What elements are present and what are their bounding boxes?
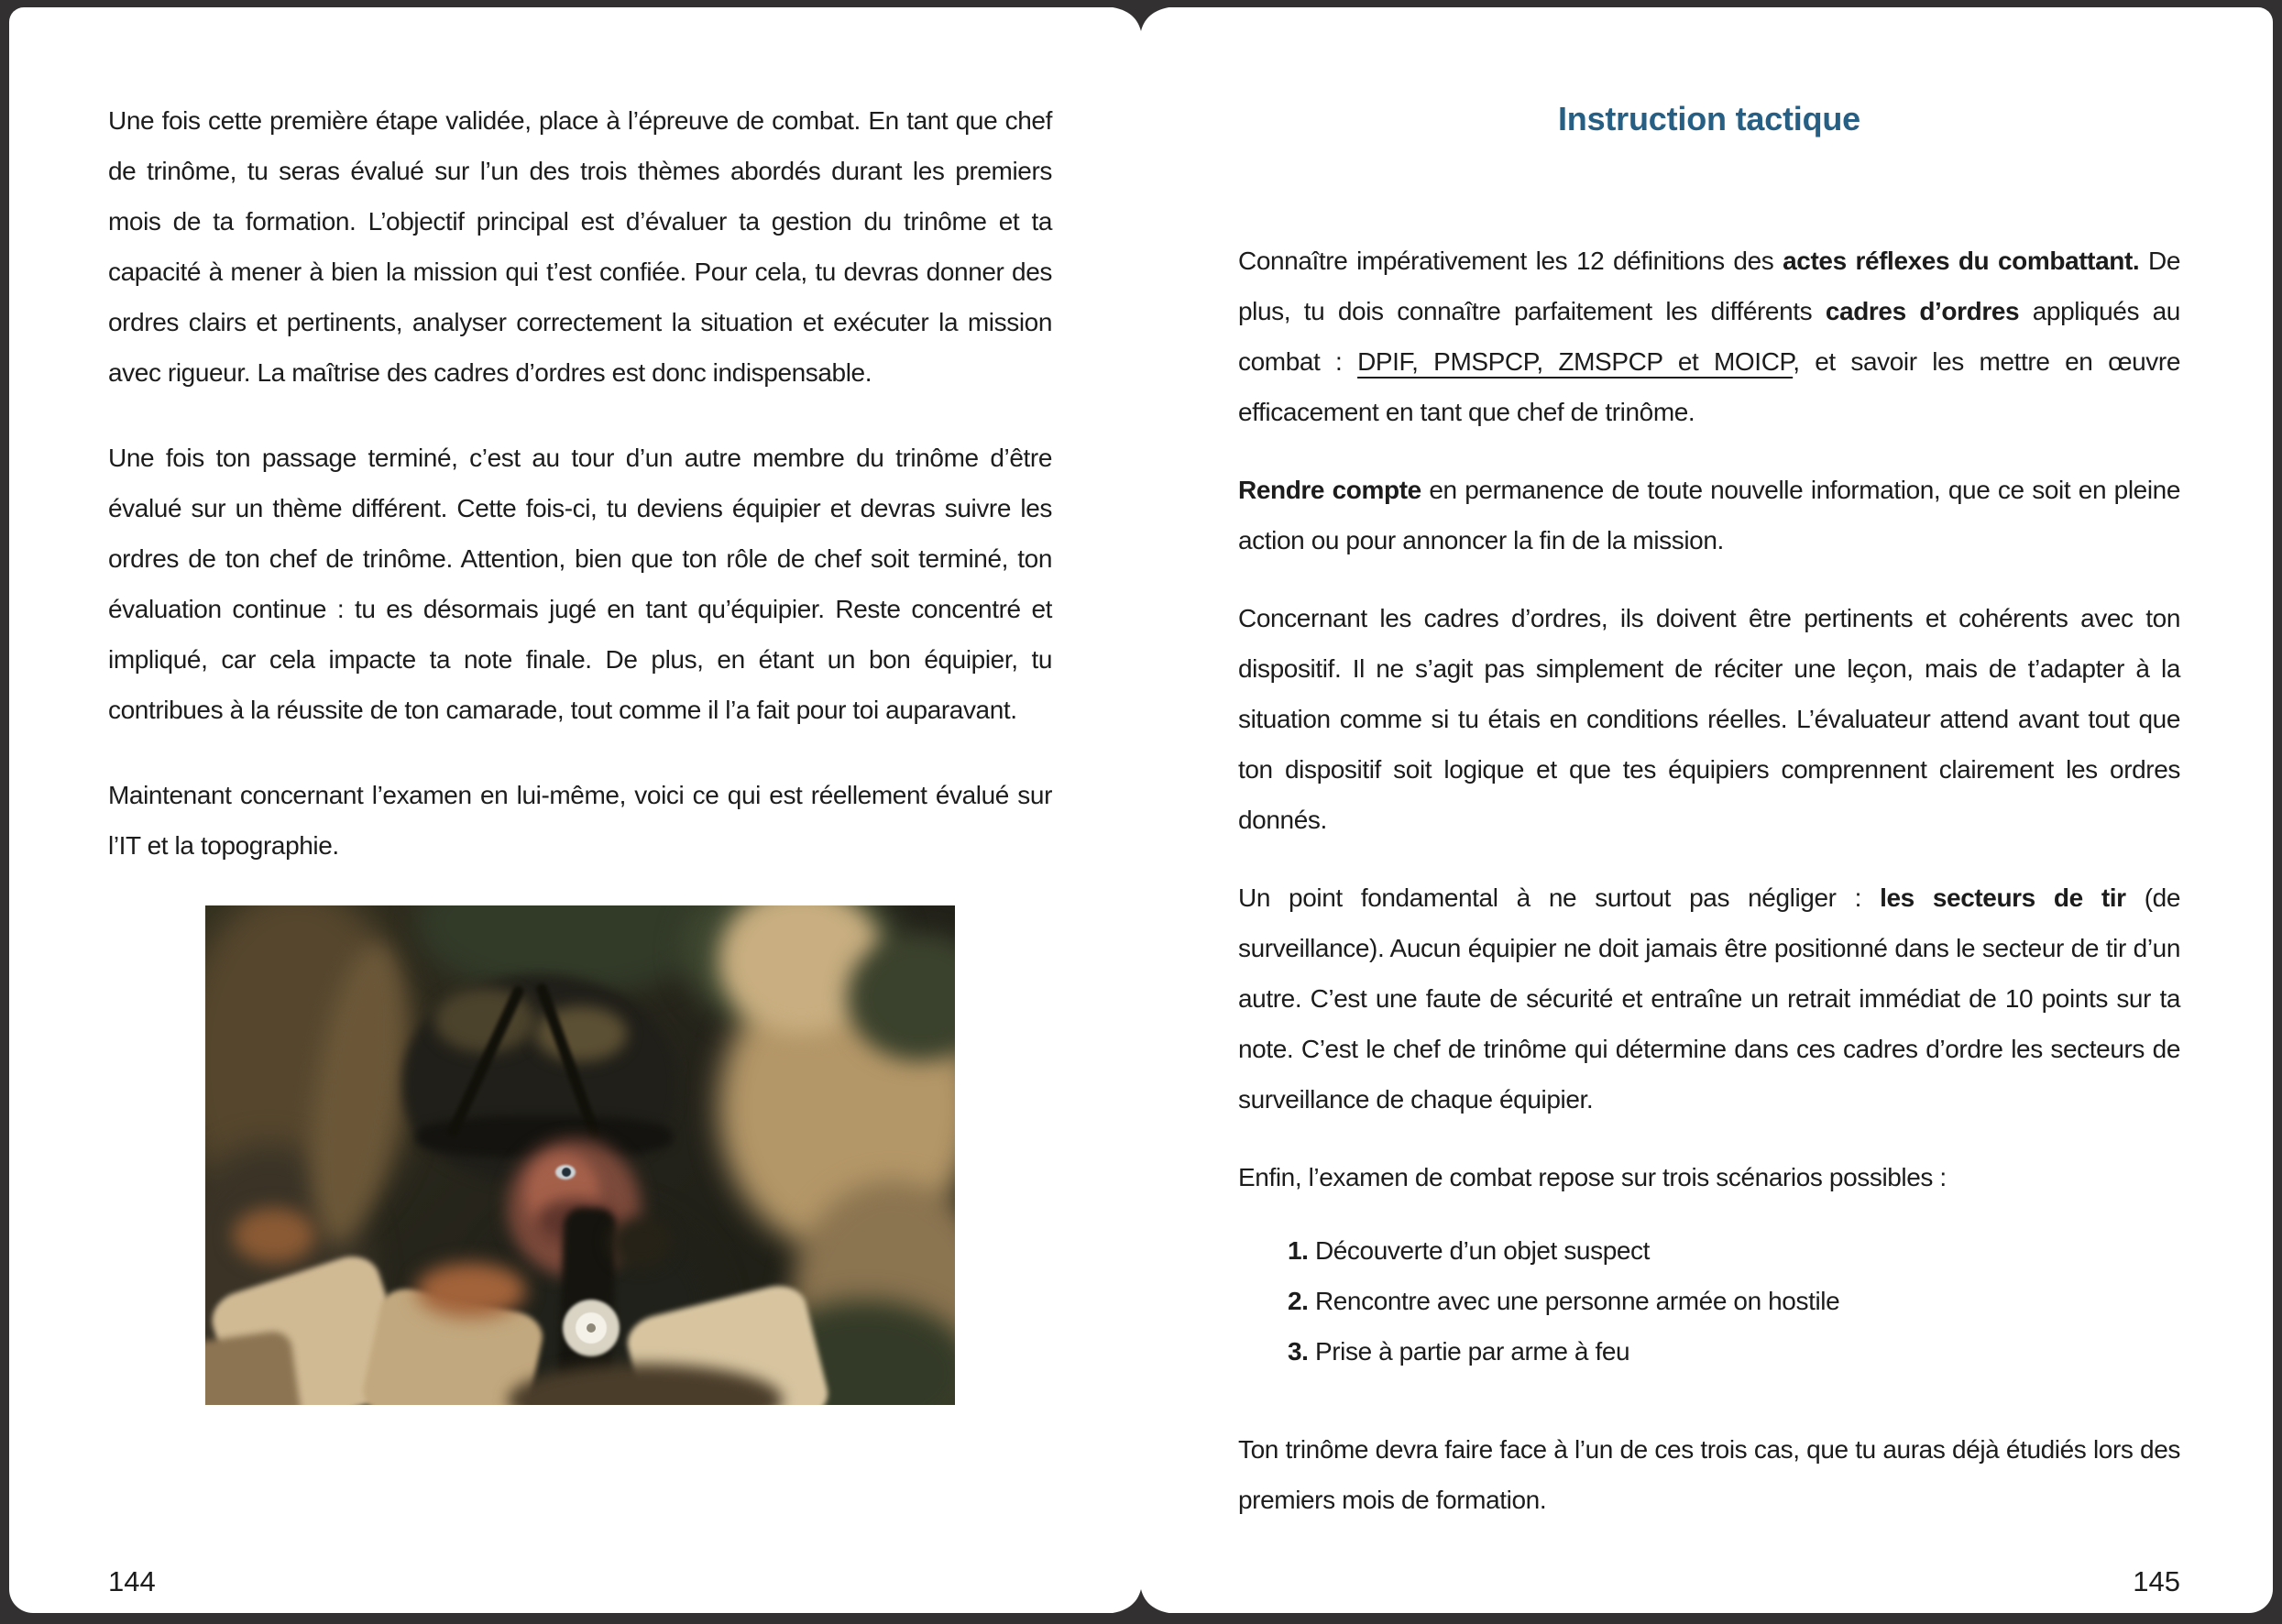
list-item xyxy=(1288,1326,2180,1377)
list-text: Prise à partie par arme à feu xyxy=(1308,1337,1630,1366)
page-left xyxy=(108,7,1052,1613)
paragraph: Un point fondamental à ne surtout pas négliger : les secteurs de tir (de surveillance). Aucun équipier ne doit jamais être positionné dans le secteur de tir d’un autre. C’est une faute de sécurité et entraîne un retrait immédiat de 10 points sur ta note. C’est le chef de trinôme qui détermine dans ces cadres d’ordre les secteurs de surveillance de chaque équipier. xyxy=(1238,883,2181,1114)
page-number-left: 144 xyxy=(108,1565,156,1597)
paragraph: Une fois ton passage terminé, c’est au tour d’un autre membre du trinôme d’être évalué sur un thème différent. Cette fois-ci, tu deviens équipier et devras suivre les ordres de ton chef de trinôme. Attention, bien que ton rôle de chef soit terminé, ton évaluation continue : tu es désormais jugé en tant qu’équipier. Reste concentré et impliqué, car cela impacte ta note finale. De plus, en étant un bon équipier, tu contribues à la réussite de ton camarade, tout comme il l’a fait pour toi auparavant. xyxy=(108,444,1052,724)
chapter-title: Instruction tactique xyxy=(1557,100,1861,137)
list-item xyxy=(1288,1276,2180,1326)
list-number: 1. xyxy=(1288,1236,1309,1265)
page-right xyxy=(1238,7,2180,1613)
spine-notch-bottom xyxy=(1106,1589,1176,1614)
paragraph: Concernant les cadres d’ordres, ils doivent être pertinents et cohérents avec ton dispositif. Il ne s’agit pas simplement de réciter une leçon, mais de t’adapter à la situation comme si tu étais en conditions réelles. L’évaluateur attend avant tout que ton dispositif soit logique et que tes équipiers comprennent clairement les ordres donnés. xyxy=(1238,604,2180,834)
list-number: 3. xyxy=(1288,1337,1309,1366)
paragraph: Ton trinôme devra faire face à l’un de ces trois cas, que tu auras déjà étudiés lors des premiers mois de formation. xyxy=(1238,1435,2180,1514)
paragraph: Enfin, l’examen de combat repose sur trois scénarios possibles : xyxy=(1238,1163,1947,1191)
list-item xyxy=(1288,1225,2180,1276)
book-spread xyxy=(9,7,2273,1613)
page-number-right: 145 xyxy=(2133,1565,2180,1597)
scenario-list xyxy=(1288,1225,2180,1377)
paragraph: Rendre compte en permanence de toute nouvelle information, que ce soit en pleine action ou pour annoncer la fin de la mission. xyxy=(1238,476,2180,554)
list-number: 2. xyxy=(1288,1287,1309,1315)
list-text: Rencontre avec une personne armée on hostile xyxy=(1308,1287,1840,1315)
spine-notch-top xyxy=(1106,6,1176,31)
paragraph: Maintenant concernant l’examen en lui-même, voici ce qui est réellement évalué sur l’IT et la topographie. xyxy=(108,781,1052,860)
paragraph: Une fois cette première étape validée, place à l’épreuve de combat. En tant que chef de trinôme, tu seras évalué sur l’un des trois thèmes abordés durant les premiers mois de ta formation. L’objectif principal est d’évaluer ta gestion du trinôme et ta capacité à mener à bien la mission qui t’est confiée. Pour cela, tu devras donner des ordres clairs et pertinents, analyser correctement la situation et exécuter la mission avec rigueur. La maîtrise des cadres d’ordres est donc indispensable. xyxy=(108,106,1052,387)
paragraph: Connaître impérativement les 12 définitions des actes réflexes du combattant. De plus, tu dois connaître parfaitement les différents cadres d’ordres appliqués au combat : DPIF, PMSPCP, ZMSPCP et MOICP, et savoir les mettre en œuvre efficacement en tant que chef de trinôme. xyxy=(1238,247,2181,426)
list-text: Découverte d’un objet suspect xyxy=(1308,1236,1651,1265)
soldier-photo xyxy=(205,905,955,1405)
